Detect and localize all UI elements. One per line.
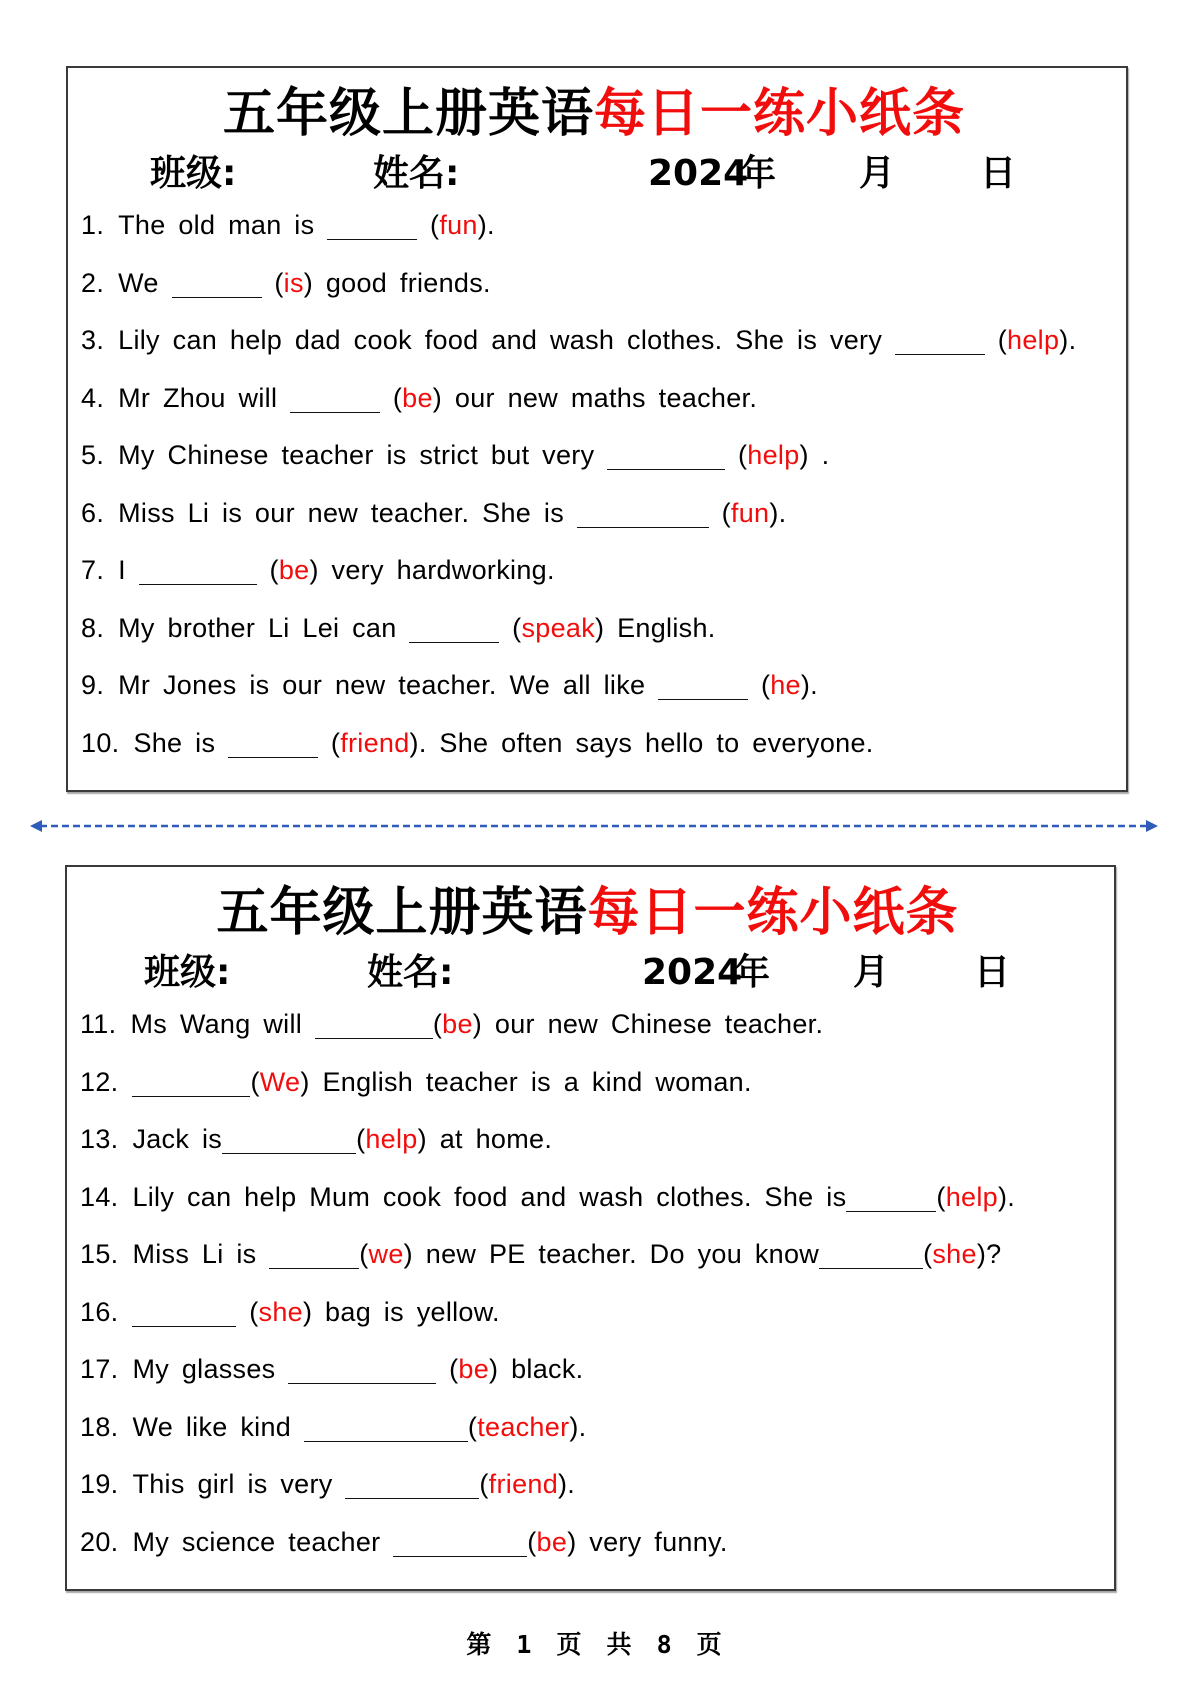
worksheet-title [62,84,1126,144]
answer-blank[interactable] [577,503,709,528]
word-hint: be [402,382,433,413]
question-number: 20. [80,1526,119,1557]
paren-open-2: ( [923,1239,933,1269]
word-hint: speak [521,612,596,643]
question-text: We like kind [132,1411,304,1442]
answer-blank[interactable] [132,1302,236,1327]
answer-blank[interactable] [327,215,417,240]
question-number: 16. [80,1296,119,1327]
answer-blank[interactable] [222,1129,356,1154]
word-hint: we [368,1239,404,1269]
worksheet-title [61,883,1114,943]
answer-blank[interactable] [290,388,380,413]
question-item [80,1124,552,1154]
question-item [80,1354,583,1384]
answer-blank[interactable] [269,1244,359,1269]
question-text: This girl is very [132,1469,346,1499]
day-unit: 日 [980,153,1017,194]
question-text: Lily can help dad cook food and wash clothes. She is very [118,325,895,355]
month-unit: 月 [853,952,890,993]
paren-open: ( [318,727,341,758]
question-text-end: ) very hardworking. [309,555,555,585]
answer-blank[interactable] [172,273,262,298]
question-text-end: ). [569,1411,587,1442]
word-hint: is [283,267,304,298]
word-hint: be [458,1354,490,1384]
question-text: The old man is [118,210,328,240]
question-item [80,1297,500,1327]
answer-blank[interactable] [132,1072,250,1097]
answer-blank[interactable] [895,330,985,355]
question-text: We [118,267,172,298]
paren-open: ( [748,670,771,700]
question-number: 6. [81,497,105,528]
paren-open: ( [708,497,731,528]
paren-open: ( [417,210,440,240]
answer-blank[interactable] [228,733,318,758]
answer-blank-2[interactable] [819,1244,923,1269]
arrow-left-icon [30,820,42,832]
exercise-card-1 [66,66,1128,792]
paren-open: ( [527,1526,537,1557]
answer-blank[interactable] [393,1532,527,1557]
paren-open: ( [256,555,279,585]
question-number: 5. [81,440,105,470]
word-hint: help [747,440,800,470]
question-text: She is [133,727,229,758]
paren-open: ( [479,1469,489,1499]
question-item [80,1469,575,1499]
question-number: 11. [80,1009,117,1039]
paren-open: ( [261,267,284,298]
paren-open: ( [236,1296,259,1327]
question-number: 13. [80,1124,119,1154]
word-hint: friend [340,727,410,758]
question-text-end: ) at home. [417,1124,553,1154]
paren-open: ( [725,440,748,470]
question-text: Miss Li is [132,1239,270,1269]
word-hint: We [259,1066,301,1097]
paren-open: ( [359,1239,369,1269]
word-hint: help [1007,325,1060,355]
question-text-end: ). [558,1469,576,1499]
question-number: 9. [81,670,105,700]
question-text-end: ) black. [489,1354,584,1384]
question-item [81,498,786,528]
question-item [81,210,495,240]
page-footer: 第 1 页 共 8 页 [466,1630,725,1659]
word-hint: be [536,1526,568,1557]
year-value: 2024 [648,153,749,194]
question-number: 4. [81,382,105,413]
answer-blank[interactable] [304,1417,468,1442]
question-item [80,1182,1015,1212]
question-text: Ms Wang will [130,1009,315,1039]
title-black-part: 五年级上册英语 [216,883,588,943]
title-black-part: 五年级上册英语 [222,84,594,144]
answer-blank[interactable] [345,1474,479,1499]
question-text-end: ) good friends. [303,267,491,298]
word-hint: friend [488,1469,559,1499]
year-value: 2024 [642,952,743,993]
question-item [81,613,716,643]
answer-blank[interactable] [409,618,499,643]
answer-blank[interactable] [846,1187,936,1212]
question-text-end: ) English teacher is a kind woman. [300,1066,752,1097]
question-text-end: ). [477,210,495,240]
word-hint-2: she [932,1239,977,1269]
word-hint: he [770,670,801,700]
question-text-end: ) new PE teacher. Do you know [403,1239,820,1269]
arrow-right-icon [1146,820,1158,832]
month-unit: 月 [859,153,896,194]
paren-open: ( [432,1009,443,1039]
paren-open: ( [499,612,522,643]
title-red-part: 每日一练小纸条 [587,883,959,943]
paren-open: ( [436,1354,459,1384]
name-label: 姓名: [367,952,454,993]
question-text-end: ) very funny. [567,1526,728,1557]
question-item [80,1412,586,1442]
paren-open: ( [467,1411,478,1442]
answer-blank[interactable] [139,560,257,585]
question-item [80,1009,823,1039]
word-hint: help [365,1124,418,1154]
question-text-end: ). [1059,325,1077,355]
question-text: Lily can help Mum cook food and wash clothes. She is [132,1181,847,1212]
question-number: 10. [81,727,120,758]
question-number: 1. [81,210,105,240]
question-text-end: ) . [799,440,830,470]
paren-open: ( [984,325,1008,355]
word-hint: help [945,1181,998,1212]
exercise-card-2 [65,865,1116,1591]
word-hint: she [258,1296,303,1327]
word-hint: be [278,555,310,585]
question-number: 18. [80,1411,119,1442]
question-text: Miss Li is our new teacher. She is [118,497,577,528]
question-text: Jack is [132,1124,223,1154]
question-item [80,1067,752,1097]
answer-blank[interactable] [658,675,748,700]
class-label: 班级: [150,153,237,194]
title-red-part: 每日一练小纸条 [594,84,966,144]
word-hint: fun [439,210,478,240]
question-text: My science teacher [132,1526,394,1557]
question-text-end: ) our new maths teacher. [432,382,758,413]
class-label: 班级: [144,952,231,993]
question-number: 2. [81,267,105,298]
question-number: 3. [81,325,105,355]
question-text: My brother Li Lei can [118,612,410,643]
question-number: 14. [80,1181,119,1212]
question-text: Mr Jones is our new teacher. We all like [118,670,659,700]
question-text-end: ) English. [595,612,716,643]
paren-open: ( [356,1124,366,1154]
word-hint: be [442,1009,473,1039]
paren-open: ( [380,382,403,413]
question-text: My Chinese teacher is strict but very [118,440,608,470]
cut-line-divider [30,819,1158,833]
question-item [81,440,829,470]
word-hint: teacher [477,1411,570,1442]
question-number: 12. [80,1066,119,1097]
word-hint: fun [730,497,770,528]
year-unit: 年 [734,952,771,993]
question-item [80,1239,1001,1269]
question-number: 17. [80,1354,119,1384]
question-text-end: ). [769,497,787,528]
question-item [81,670,818,700]
question-number: 19. [80,1469,119,1499]
day-unit: 日 [974,952,1011,993]
question-text: My glasses [132,1354,289,1384]
question-number: 8. [81,612,105,643]
question-text-end-2: )? [976,1239,1002,1269]
paren-open: ( [936,1181,946,1212]
answer-blank[interactable] [288,1359,436,1384]
question-text-end: ). [800,670,818,700]
question-number: 15. [80,1239,119,1269]
question-text-end: ) our new Chinese teacher. [472,1009,824,1039]
name-label: 姓名: [373,153,460,194]
question-item [81,268,491,298]
question-number: 7. [81,555,105,585]
year-unit: 年 [740,153,777,194]
question-text-end: ). [997,1181,1016,1212]
answer-blank[interactable] [315,1014,433,1039]
question-item [80,1527,728,1557]
answer-blank[interactable] [607,445,725,470]
question-text-end: ) bag is yellow. [302,1296,500,1327]
question-item [81,383,757,413]
question-text-end: ). She often says hello to everyone. [409,727,874,758]
paren-open: ( [250,1066,260,1097]
question-item [81,728,874,758]
question-item [81,555,555,585]
question-item [81,325,1076,355]
question-text: Mr Zhou will [118,382,291,413]
question-text: I [118,555,139,585]
